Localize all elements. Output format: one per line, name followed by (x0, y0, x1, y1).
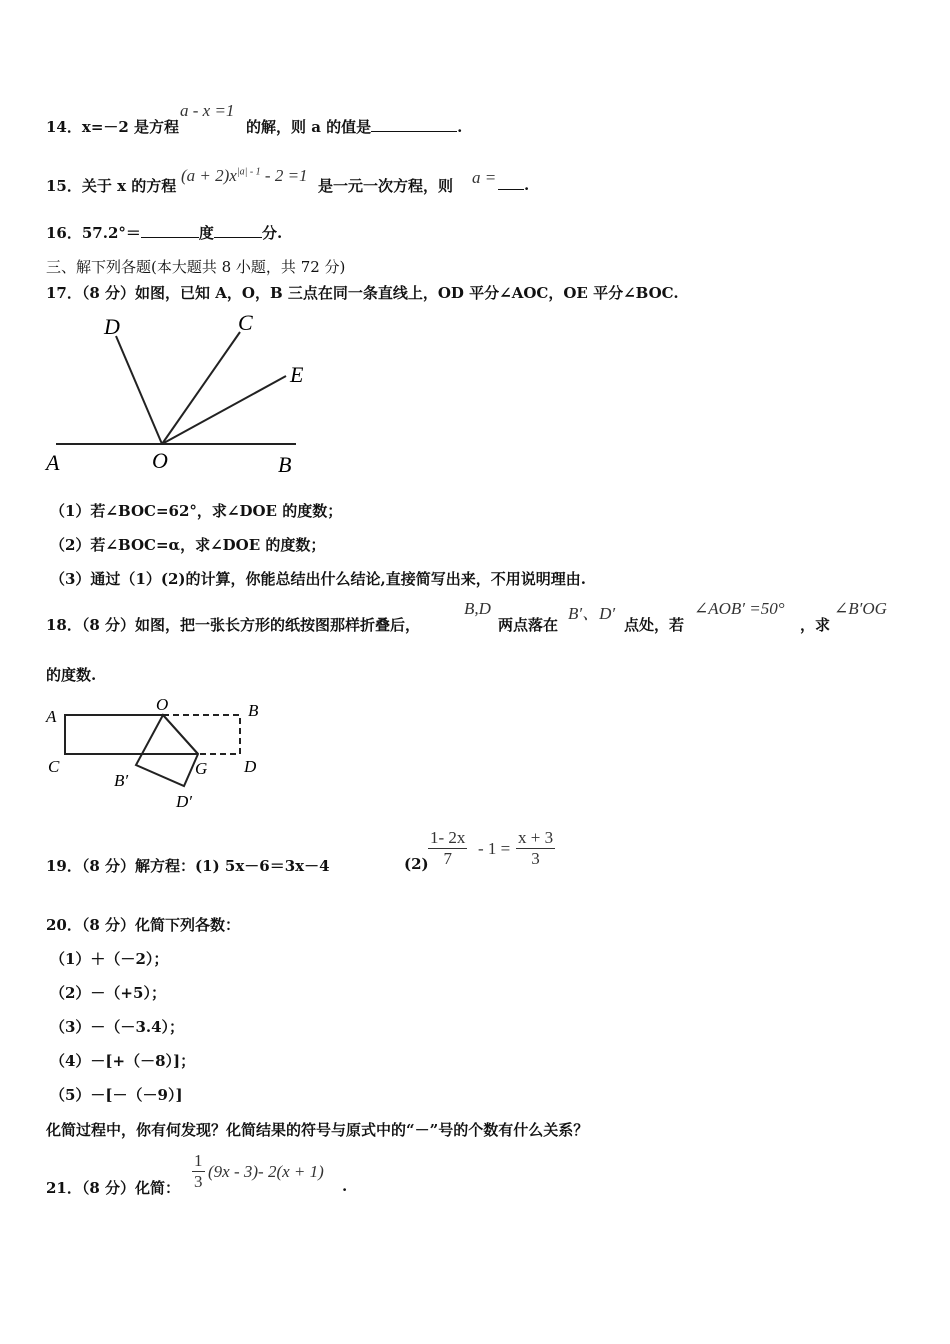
label-o: O (156, 695, 169, 714)
label-g: G (195, 759, 208, 778)
question-16 (46, 222, 282, 243)
q20-question: 化简过程中，你有何发现？化简结果的符号与原式中的“－”号的个数有什么关系？ (46, 1121, 589, 1139)
q17-figure (40, 300, 320, 485)
q15-prefix: 15．关于 x 的方程 (46, 177, 177, 195)
q19-part2-label: (2) (404, 855, 429, 873)
q21-fraction (192, 1151, 205, 1192)
q14-end: . (457, 118, 463, 136)
q15-eq-exponent: |a| - 1 (236, 166, 261, 178)
q19-fraction-1 (428, 828, 467, 869)
label-c: C (238, 310, 253, 335)
label-d-prime: D′ (176, 792, 192, 811)
label-b: B (278, 452, 292, 477)
label-c: C (48, 757, 60, 776)
q20-stem: 20．（8 分）化简下列各数： (46, 916, 241, 934)
q19-frac1-numerator: 1- 2x (430, 828, 466, 847)
q15-eq-tail: - 2 =1 (264, 166, 308, 185)
q20-item-2: （2）－（+5）； (50, 984, 166, 1002)
q15-end: . (524, 176, 530, 194)
q14-suffix: 的解，则 a 的值是 (246, 118, 372, 136)
q20-item-5: （5）－[－（－9）] (50, 1086, 183, 1104)
q18-angle-given: ∠AOB′ =50° (694, 599, 785, 618)
q20-item-4: （4）－[+（－8）]； (50, 1052, 196, 1070)
q18-points-bd: B,D (464, 599, 491, 618)
q18-angle-asked: ∠B′OG (834, 599, 887, 618)
q19-fraction-2 (516, 828, 555, 869)
question-14 (46, 116, 179, 137)
q19-frac2-denominator: 3 (531, 849, 540, 868)
q19-prefix: 19．（8 分）解方程：(1) 5x－6＝3x－4 (46, 857, 330, 875)
q16-minute-blank[interactable] (214, 223, 262, 238)
q16-unit-degree: 度 (198, 224, 214, 242)
q17-part-3: （3）通过（1）(2)的计算，你能总结出什么结论,直接简写出来，不用说明理由. (50, 570, 586, 588)
ray-oc (162, 332, 240, 444)
ray-od (116, 336, 162, 444)
q18-points-b2d2: B′、D′ (568, 604, 616, 623)
q21-frac-numerator: 1 (194, 1151, 203, 1170)
q21-end: . (342, 1177, 348, 1195)
q17-stem: 17．（8 分）如图，已知 A，O，B 三点在同一条直线上，OD 平分∠AOC，OE 平分∠BOC. (46, 284, 679, 302)
label-a: A (46, 450, 60, 475)
q15-middle: 是一元一次方程，则 (318, 177, 454, 195)
q15-equation (181, 166, 308, 186)
q15-middle-wrap (318, 175, 453, 196)
section-3-title: 三、解下列各题(本大题共 8 小题，共 72 分) (46, 258, 346, 276)
ray-oe (162, 376, 286, 444)
q18-mid2: 点处，若 (624, 616, 685, 634)
q18-prefix: 18．（8 分）如图，把一张长方形的纸按图那样折叠后， (46, 616, 421, 634)
label-b: B (248, 701, 259, 720)
label-d: D (244, 757, 257, 776)
q19-middle: - 1 = (478, 839, 511, 858)
q14-prefix: 14．x=－2 是方程 (46, 118, 180, 136)
rectangle-folded-part (163, 715, 240, 754)
q18-figure (40, 695, 280, 820)
q15-blank-wrap (498, 175, 529, 194)
q19-frac2-numerator: x + 3 (518, 828, 554, 847)
q15-answer-blank[interactable] (498, 175, 524, 190)
q16-prefix: 16．57.2°＝ (46, 224, 141, 242)
q14-answer-blank[interactable] (371, 117, 457, 132)
q15-var: a = (472, 168, 497, 187)
q21-prefix: 21．（8 分）化简： (46, 1179, 181, 1197)
folded-flap (136, 715, 198, 786)
label-a: A (46, 707, 57, 726)
rectangle-left-part (65, 715, 198, 754)
q14-equation: a - x =1 (180, 101, 235, 120)
q17-part-2: （2）若∠BOC=α，求∠DOE 的度数； (50, 536, 326, 554)
q17-part-1: （1）若∠BOC=62°，求∠DOE 的度数； (50, 502, 343, 520)
q15-eq-base: (a + 2)x (181, 166, 237, 185)
question-15 (46, 175, 176, 196)
q19-frac1-denominator: 7 (443, 849, 452, 868)
q16-unit-minute: 分. (261, 224, 283, 242)
label-e: E (290, 362, 304, 387)
q14-suffix-wrap (246, 116, 462, 137)
q21-frac-denominator: 3 (194, 1172, 203, 1191)
label-o: O (152, 448, 168, 473)
label-b-prime: B′ (114, 771, 129, 790)
q16-degree-blank[interactable] (141, 223, 199, 238)
q20-item-3: （3）－（－3.4）； (50, 1018, 185, 1036)
q21-expression: (9x - 3)- 2(x + 1) (208, 1162, 324, 1181)
q18-mid3: ，求 (800, 616, 831, 634)
label-d: D (104, 314, 120, 339)
q18-line2: 的度数. (46, 666, 97, 684)
q18-mid1: 两点落在 (498, 616, 559, 634)
q20-item-1: （1）＋（－2）； (50, 950, 169, 968)
